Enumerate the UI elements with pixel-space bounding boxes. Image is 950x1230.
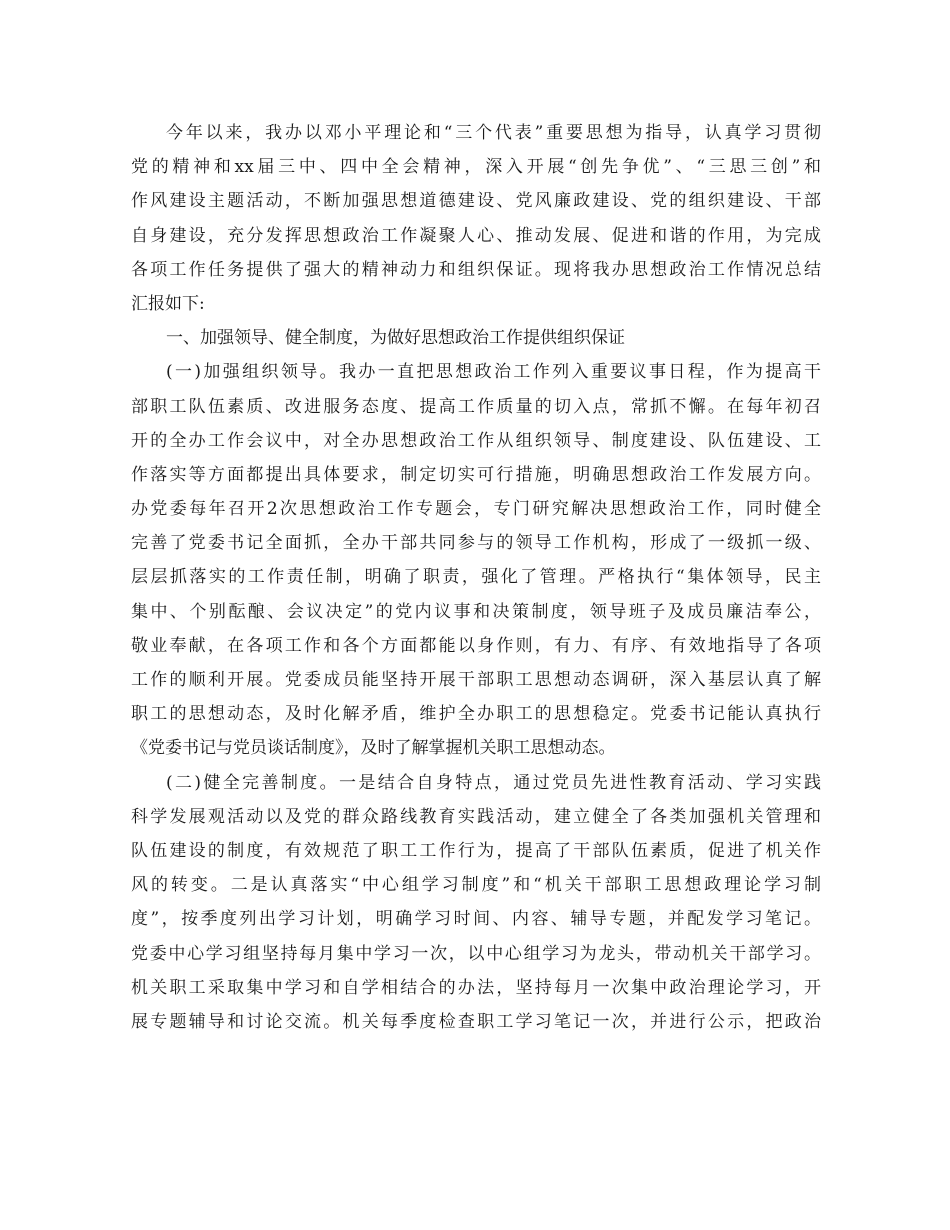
paragraph-line: 职工的思想动态，及时化解矛盾，维护全办职工的思想稳定。党委书记能认真执行 — [131, 704, 821, 725]
paragraph-line: 部职工队伍素质、改进服务态度、提高工作质量的切入点，常抓不懈。在每年初召 — [131, 396, 821, 417]
paragraph-line: 党委中心学习组坚持每月集中学习一次，以中心组学习为龙头，带动机关干部学习。 — [131, 943, 821, 964]
paragraph-line: 队伍建设的制度，有效规范了职工工作行为，提高了干部队伍素质，促进了机关作 — [131, 840, 821, 861]
paragraph-line: (二)健全完善制度。一是结合自身特点，通过党员先进性教育活动、学习实践 — [166, 772, 821, 793]
paragraph-line: 党的精神和xx届三中、四中全会精神，深入开展“创先争优”、“三思三创”和 — [131, 157, 821, 178]
paragraph-line: 办党委每年召开2次思想政治工作专题会，专门研究解决思想政治工作，同时健全 — [131, 499, 821, 520]
paragraph-line: 集中、个别酝酿、会议决定”的党内议事和决策制度，领导班子及成员廉洁奉公， — [131, 601, 821, 622]
paragraph-line: 作风建设主题活动，不断加强思想道德建设、党风廉政建设、党的组织建设、干部 — [131, 191, 821, 212]
paragraph-line: 科学发展观活动以及党的群众路线教育实践活动，建立健全了各类加强机关管理和 — [131, 806, 821, 827]
paragraph-line: 作落实等方面都提出具体要求，制定切实可行措施，明确思想政治工作发展方向。 — [131, 464, 821, 485]
paragraph-line: 开的全办工作会议中，对全办思想政治工作从组织领导、制度建设、队伍建设、工 — [131, 430, 821, 451]
paragraph-line: 工作的顺利开展。党委成员能坚持开展干部职工思想动态调研，深入基层认真了解 — [131, 670, 821, 690]
paragraph-line: 风的转变。二是认真落实“中心组学习制度”和“机关干部职工思想政理论学习制 — [131, 875, 821, 896]
paragraph-line: 今年以来，我办以邓小平理论和“三个代表”重要思想为指导，认真学习贯彻 — [166, 123, 821, 143]
paragraph-line: 层层抓落实的工作责任制，明确了职责，强化了管理。严格执行“集体领导，民主 — [131, 567, 821, 588]
paragraph-line: 《党委书记与党员谈话制度》，及时了解掌握机关职工思想动态。 — [131, 738, 616, 759]
paragraph-line: 汇报如下: — [131, 293, 205, 314]
paragraph-line: (一)加强组织领导。我办一直把思想政治工作列入重要议事日程，作为提高干 — [166, 362, 821, 383]
paragraph-line: 敬业奉献，在各项工作和各个方面都能以身作则，有力、有序、有效地指导了各项 — [131, 635, 821, 656]
section-heading: 一、加强领导、健全制度，为做好思想政治工作提供组织保证 — [166, 328, 625, 349]
paragraph-line: 机关职工采取集中学习和自学相结合的办法，坚持每月一次集中政治理论学习，开 — [131, 977, 821, 998]
document-body — [131, 116, 821, 1039]
paragraph-line: 度”，按季度列出学习计划，明确学习时间、内容、辅导专题，并配发学习笔记。 — [131, 909, 821, 930]
paragraph-line: 各项工作任务提供了强大的精神动力和组织保证。现将我办思想政治工作情况总结 — [131, 259, 821, 280]
paragraph-line: 展专题辅导和讨论交流。机关每季度检查职工学习笔记一次，并进行公示，把政治 — [131, 1011, 821, 1032]
paragraph-line: 完善了党委书记全面抓，全办干部共同参与的领导工作机构，形成了一级抓一级、 — [131, 533, 821, 554]
paragraph-line: 自身建设，充分发挥思想政治工作凝聚人心、推动发展、促进和谐的作用，为完成 — [131, 225, 821, 246]
